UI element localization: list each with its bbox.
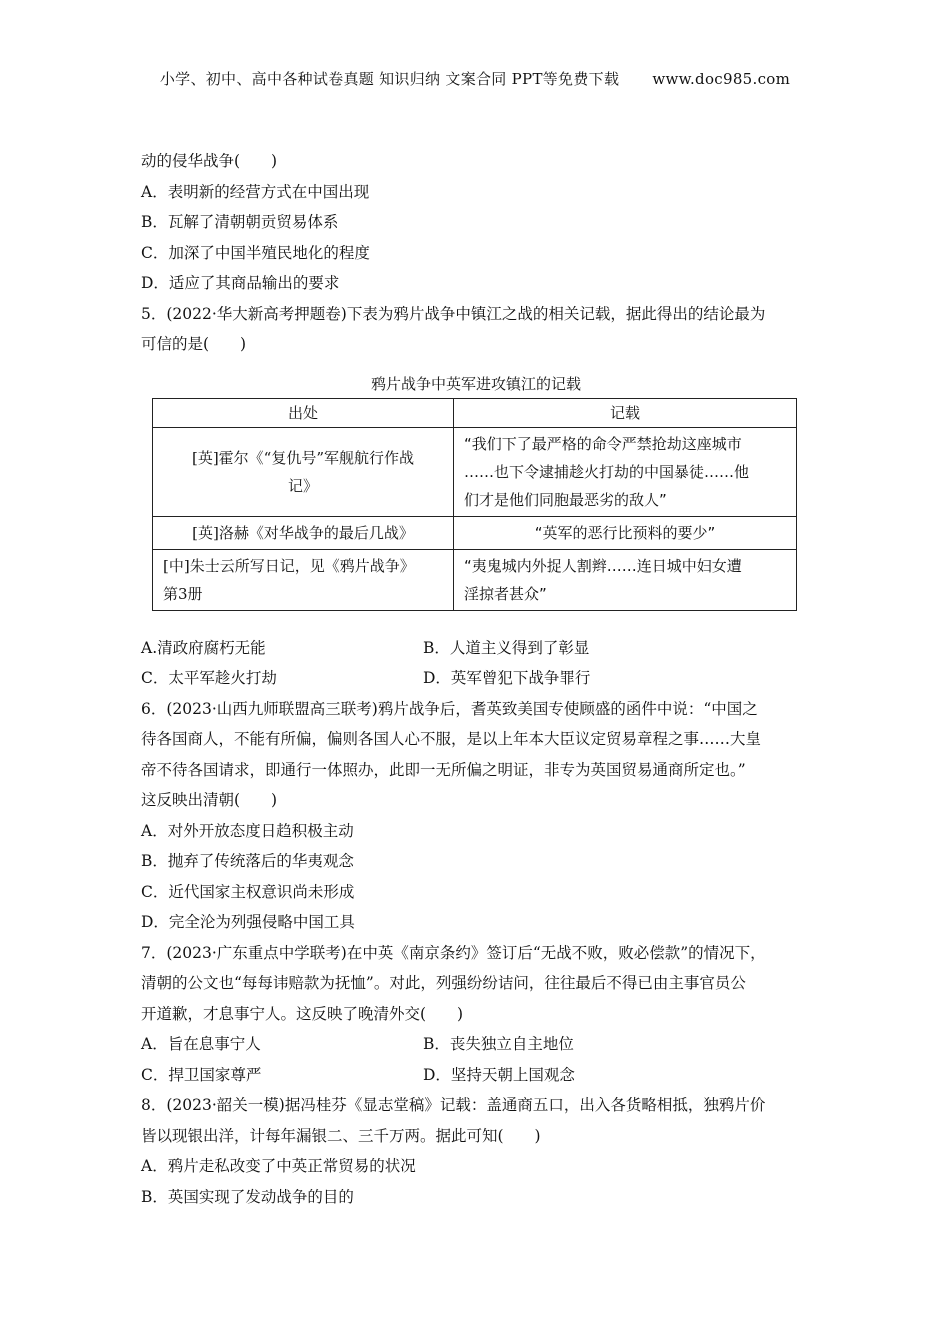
options-row — [141, 663, 811, 694]
cell-source — [153, 516, 454, 549]
option-d: D．坚持天朝上国观念 — [423, 1065, 575, 1084]
question-stem-cont: 皆以现银出洋，计每年漏银二、三千万两。据此可知( ) — [141, 1126, 541, 1145]
cell-line: 记》 — [287, 476, 318, 495]
cell-line: “夷鬼城内外捉人割辫……连日城中妇女遭 — [464, 556, 742, 575]
option-c: C．捍卫国家尊严 — [141, 1065, 262, 1084]
table-row — [153, 427, 797, 516]
table-row — [153, 549, 797, 610]
question-stem-cont: 清朝的公文也“每每讳赔款为抚恤”。对此，列强纷纷诘问，往往最后不得已由主事官员公 — [141, 974, 746, 992]
cell-line: 第3册 — [163, 584, 203, 603]
option-a: A．表明新的经营方式在中国出现 — [141, 182, 370, 201]
option-a: A.清政府腐朽无能 — [141, 638, 266, 657]
cell-line: [中]朱士云所写日记，见《鸦片战争》 — [163, 556, 415, 575]
option-b: B．英国实现了发动战争的目的 — [141, 1187, 354, 1206]
table-row — [153, 516, 797, 549]
option-a: A．鸦片走私改变了中英正常贸易的状况 — [141, 1157, 416, 1175]
option-a: A．对外开放态度日趋积极主动 — [141, 821, 354, 840]
question-7 — [141, 938, 811, 1091]
question-stem: 动的侵华战争( ) — [141, 152, 278, 170]
table-header-row — [153, 398, 797, 427]
question-stem-cont: 可信的是( ) — [141, 335, 247, 353]
cell-line: ……也下令逮捕趁火打劫的中国暴徒……他 — [464, 462, 750, 481]
cell-source — [153, 427, 454, 516]
option-b: B．丧失独立自主地位 — [423, 1035, 574, 1053]
option-d: D．英军曾犯下战争罪行 — [423, 669, 591, 687]
cell-line: 们才是他们同胞最恶劣的敌人” — [464, 490, 667, 509]
question-stem-cont: 开道歉，才息事宁人。这反映了晚清外交( ) — [141, 1004, 464, 1023]
question-6 — [141, 694, 811, 938]
header-site: www.doc985.com — [652, 70, 791, 88]
option-a: A．旨在息事宁人 — [141, 1035, 261, 1053]
question-stem: 5．(2022·华大新高考押题卷)下表为鸦片战争中镇江之战的相关记载，据此得出的结论最为 — [141, 304, 766, 323]
header-record: 记载 — [454, 398, 797, 427]
option-c: C．近代国家主权意识尚未形成 — [141, 882, 355, 901]
cell-line: [英]霍尔《“复仇号”军舰航行作战 — [191, 448, 415, 467]
table-caption: 鸦片战争中英军进攻镇江的记载 — [370, 374, 581, 393]
option-d: D．适应了其商品输出的要求 — [141, 274, 340, 292]
option-c: C．加深了中国半殖民地化的程度 — [141, 243, 370, 262]
cell-record — [454, 549, 797, 610]
question-stem-cont: 这反映出清朝( ) — [141, 791, 278, 809]
options-row — [141, 1029, 811, 1060]
cell-source — [153, 549, 454, 610]
option-b: B．人道主义得到了彰显 — [423, 638, 590, 657]
question-stem: 7．(2023·广东重点中学联考)在中英《南京条约》签订后“无战不败，败必偿款”的情况下， — [141, 943, 766, 962]
records-table — [152, 398, 797, 611]
cell-line: 淫掠者甚众” — [464, 584, 547, 603]
document-body — [141, 146, 811, 1212]
option-c: C．太平军趁火打劫 — [141, 669, 277, 687]
question-4 — [141, 146, 811, 299]
cell-line: [英]洛赫《对华战争的最后几战》 — [192, 523, 414, 542]
page-header — [0, 68, 950, 89]
option-b: B．抛弃了传统落后的华夷观念 — [141, 852, 354, 870]
options-row — [141, 633, 811, 664]
question-8 — [141, 1090, 811, 1212]
cell-line: “我们下了最严格的命令严禁抢劫这座城市 — [464, 434, 742, 453]
question-stem: 6．(2023·山西九师联盟高三联考)鸦片战争后，耆英致美国专使顾盛的函件中说：“中国之 — [141, 699, 758, 718]
cell-line: “英军的恶行比预料的要少” — [534, 523, 716, 542]
options-row — [141, 1060, 811, 1091]
question-stem-cont: 帝不待各国请求，即通行一体照办，此即一无所偏之明证，非专为英国贸易通商所定也。” — [141, 760, 746, 779]
option-d: D．完全沦为列强侵略中国工具 — [141, 913, 355, 931]
question-5 — [141, 299, 811, 694]
option-b: B．瓦解了清朝朝贡贸易体系 — [141, 213, 339, 231]
question-stem: 8．(2023·韶关一模)据冯桂芬《显志堂稿》记载：盖通商五口，出入各货略相抵，独鸦片价 — [141, 1096, 766, 1114]
cell-record — [454, 427, 797, 516]
cell-record — [454, 516, 797, 549]
header-source: 出处 — [153, 398, 454, 427]
question-stem-cont: 待各国商人，不能有所偏，偏则各国人心不服，是以上年本大臣议定贸易章程之事……大皇 — [141, 730, 762, 748]
header-text: 小学、初中、高中各种试卷真题 知识归纳 文案合同 PPT等免费下载 — [159, 70, 620, 88]
